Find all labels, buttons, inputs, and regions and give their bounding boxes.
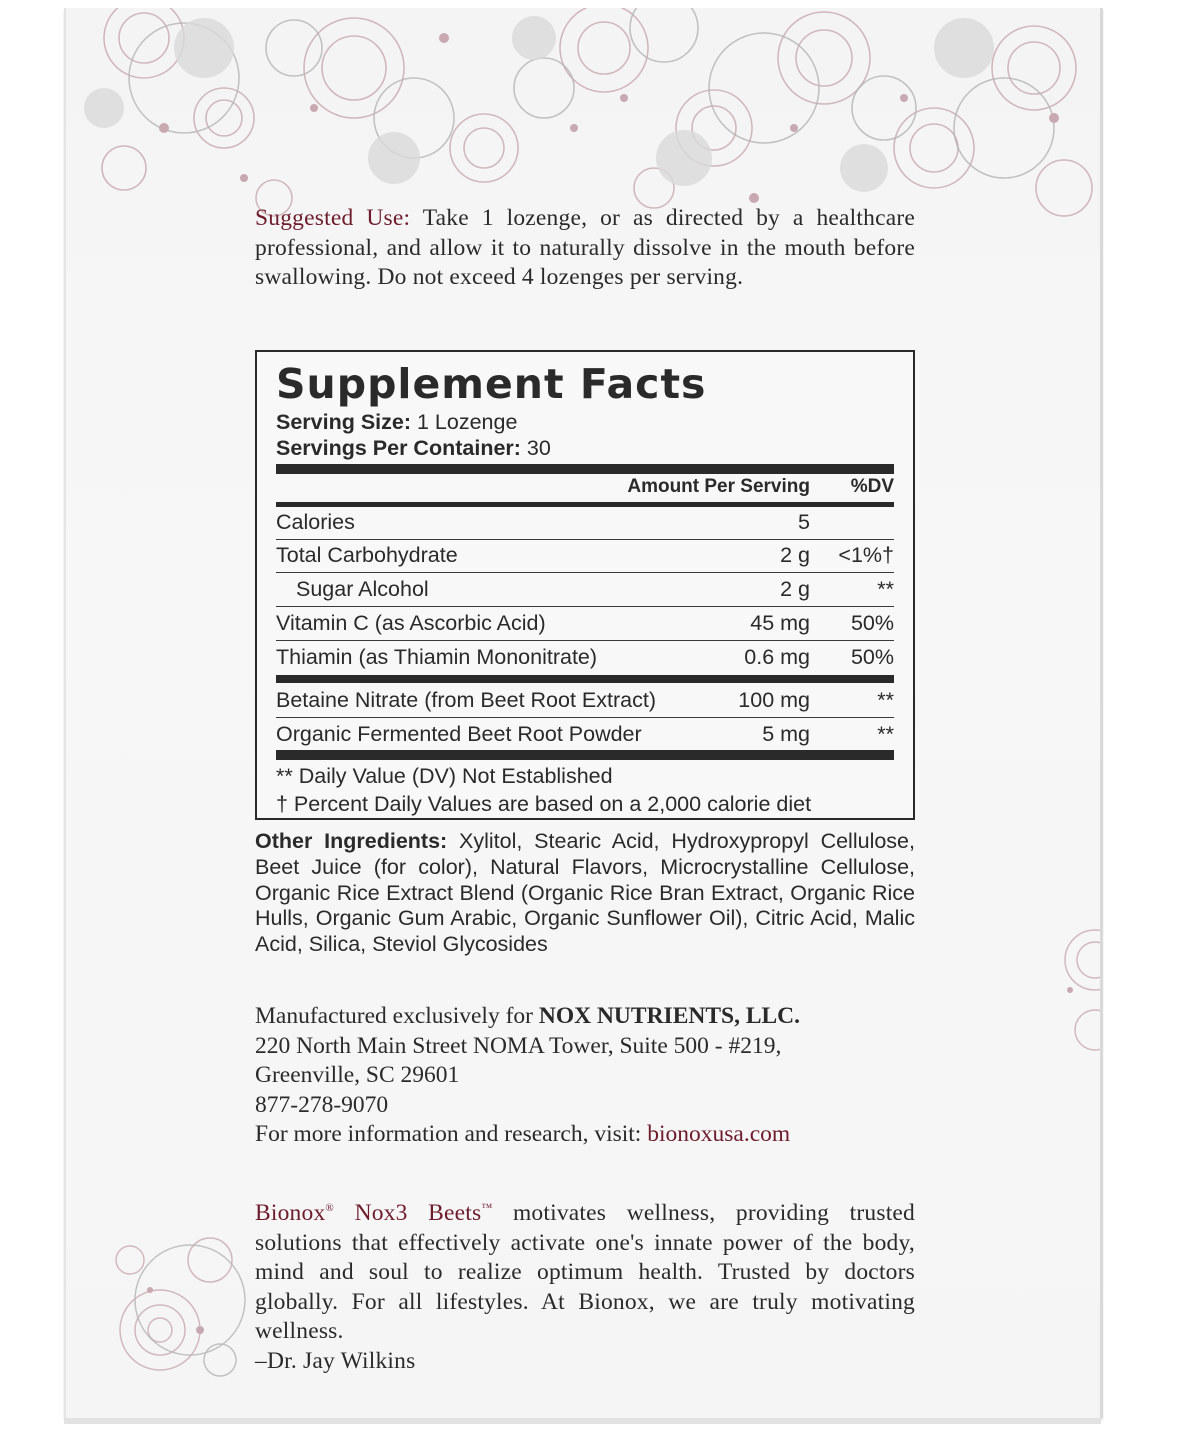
phone-number: 877-278-9070	[255, 1091, 389, 1118]
facts-row	[276, 507, 894, 540]
nutrient-name: Total Carbohydrate	[276, 543, 458, 567]
servings-per-container-label: Servings Per Container:	[276, 436, 521, 460]
nutrient-amount: 2 g	[780, 577, 810, 601]
facts-row	[276, 685, 894, 718]
header-percent-dv: %DV	[850, 476, 894, 497]
manufacturer-line	[255, 1002, 955, 1032]
manufacturer-block	[255, 1002, 955, 1150]
servings-per-container-value: 30	[520, 436, 551, 460]
info-line	[255, 1120, 955, 1150]
brand-name: Bionox	[255, 1200, 326, 1226]
registered-mark: ®	[325, 1202, 334, 1214]
nutrient-name: Vitamin C (as Ascorbic Acid)	[276, 611, 546, 635]
decorative-circles-right	[1040, 920, 1100, 1060]
package-edge	[64, 1418, 1101, 1424]
serving-size-label: Serving Size:	[276, 410, 412, 434]
nutrient-name: Sugar Alcohol	[296, 577, 429, 601]
footnote-dv-not-established: ** Daily Value (DV) Not Established	[276, 764, 613, 788]
supplement-facts-panel	[255, 350, 915, 820]
divider-thick	[276, 750, 894, 760]
nutrient-dv: 50%	[850, 645, 894, 669]
nutrient-name: Betaine Nitrate (from Beet Root Extract)	[276, 688, 656, 712]
address-line-2: Greenville, SC 29601	[255, 1062, 460, 1088]
suggested-use-text: Take 1 lozenge, or as directed by a healthcare professional, and allow it to naturally dissolve in the mouth before swallowing. Do not exceed 4 lozenges per serving.	[255, 205, 915, 290]
nutrient-amount: 5 mg	[762, 722, 810, 746]
nutrient-amount: 45 mg	[750, 611, 810, 635]
header-amount-per-serving: Amount Per Serving	[627, 476, 810, 497]
facts-row	[276, 608, 894, 641]
other-ingredients-label: Other Ingredients:	[255, 829, 448, 853]
nutrient-dv: **	[877, 722, 894, 746]
nutrient-amount: 0.6 mg	[744, 645, 810, 669]
facts-row	[276, 719, 894, 751]
nutrient-dv: **	[877, 577, 894, 601]
nutrient-dv: <1%†	[838, 543, 894, 567]
address-line-1: 220 North Main Street NOMA Tower, Suite 500 - #219,	[255, 1032, 782, 1059]
nutrient-dv: 50%	[850, 611, 894, 635]
servings-per-container	[276, 436, 551, 461]
nutrient-name: Thiamin (as Thiamin Mononitrate)	[276, 645, 598, 669]
nutrient-name: Organic Fermented Beet Root Powder	[276, 722, 642, 746]
nutrient-amount: 100 mg	[738, 688, 810, 712]
nutrient-amount: 5	[798, 510, 810, 534]
facts-row	[276, 574, 894, 607]
nutrient-name: Calories	[276, 510, 355, 534]
suggested-use-label: Suggested Use:	[255, 205, 411, 231]
manufacturer-intro: Manufactured exclusively for	[255, 1003, 539, 1029]
info-text: For more information and research, visit:	[255, 1121, 648, 1147]
signature: –Dr. Jay Wilkins	[255, 1347, 416, 1374]
nutrient-dv: **	[877, 688, 894, 712]
supplement-facts-title: Supplement Facts	[276, 360, 707, 408]
serving-size-value: 1 Lozenge	[411, 410, 518, 434]
about-paragraph	[255, 1194, 915, 1376]
divider-thick	[276, 675, 894, 683]
suggested-use-paragraph	[255, 204, 915, 293]
other-ingredients-text: Xylitol, Stearic Acid, Hydroxypropyl Cellulose, Beet Juice (for color), Natural Flavors, Microcrystalline Cellulose, Organic Rice Extract Blend (Organic Rice Bran Extract, Organic Rice Hulls, Organic Gum Arabic, Organic Sunflower Oil), Citric Acid, Malic Acid, Silica, Steviol Glycosides	[255, 829, 915, 957]
facts-row	[276, 642, 894, 674]
divider-thick	[276, 464, 894, 474]
about-text: motivates wellness, providing trusted solutions that effectively activate one's innate power of the body, mind and soul to realize optimum health. Trusted by doctors globally. For all lifestyles. At Bionox, we are truly motivating wellness.	[255, 1200, 916, 1344]
product-name: Nox3 Beets	[354, 1200, 482, 1226]
trademark: ™	[481, 1202, 493, 1214]
serving-size	[276, 410, 517, 435]
footnote-calorie-diet: † Percent Daily Values are based on a 2,000 calorie diet	[276, 792, 812, 816]
nutrient-amount: 2 g	[780, 543, 810, 567]
company-name: NOX NUTRIENTS, LLC.	[538, 1003, 801, 1029]
other-ingredients	[255, 829, 915, 958]
website-link[interactable]: bionoxusa.com	[647, 1121, 791, 1147]
facts-row	[276, 540, 894, 573]
